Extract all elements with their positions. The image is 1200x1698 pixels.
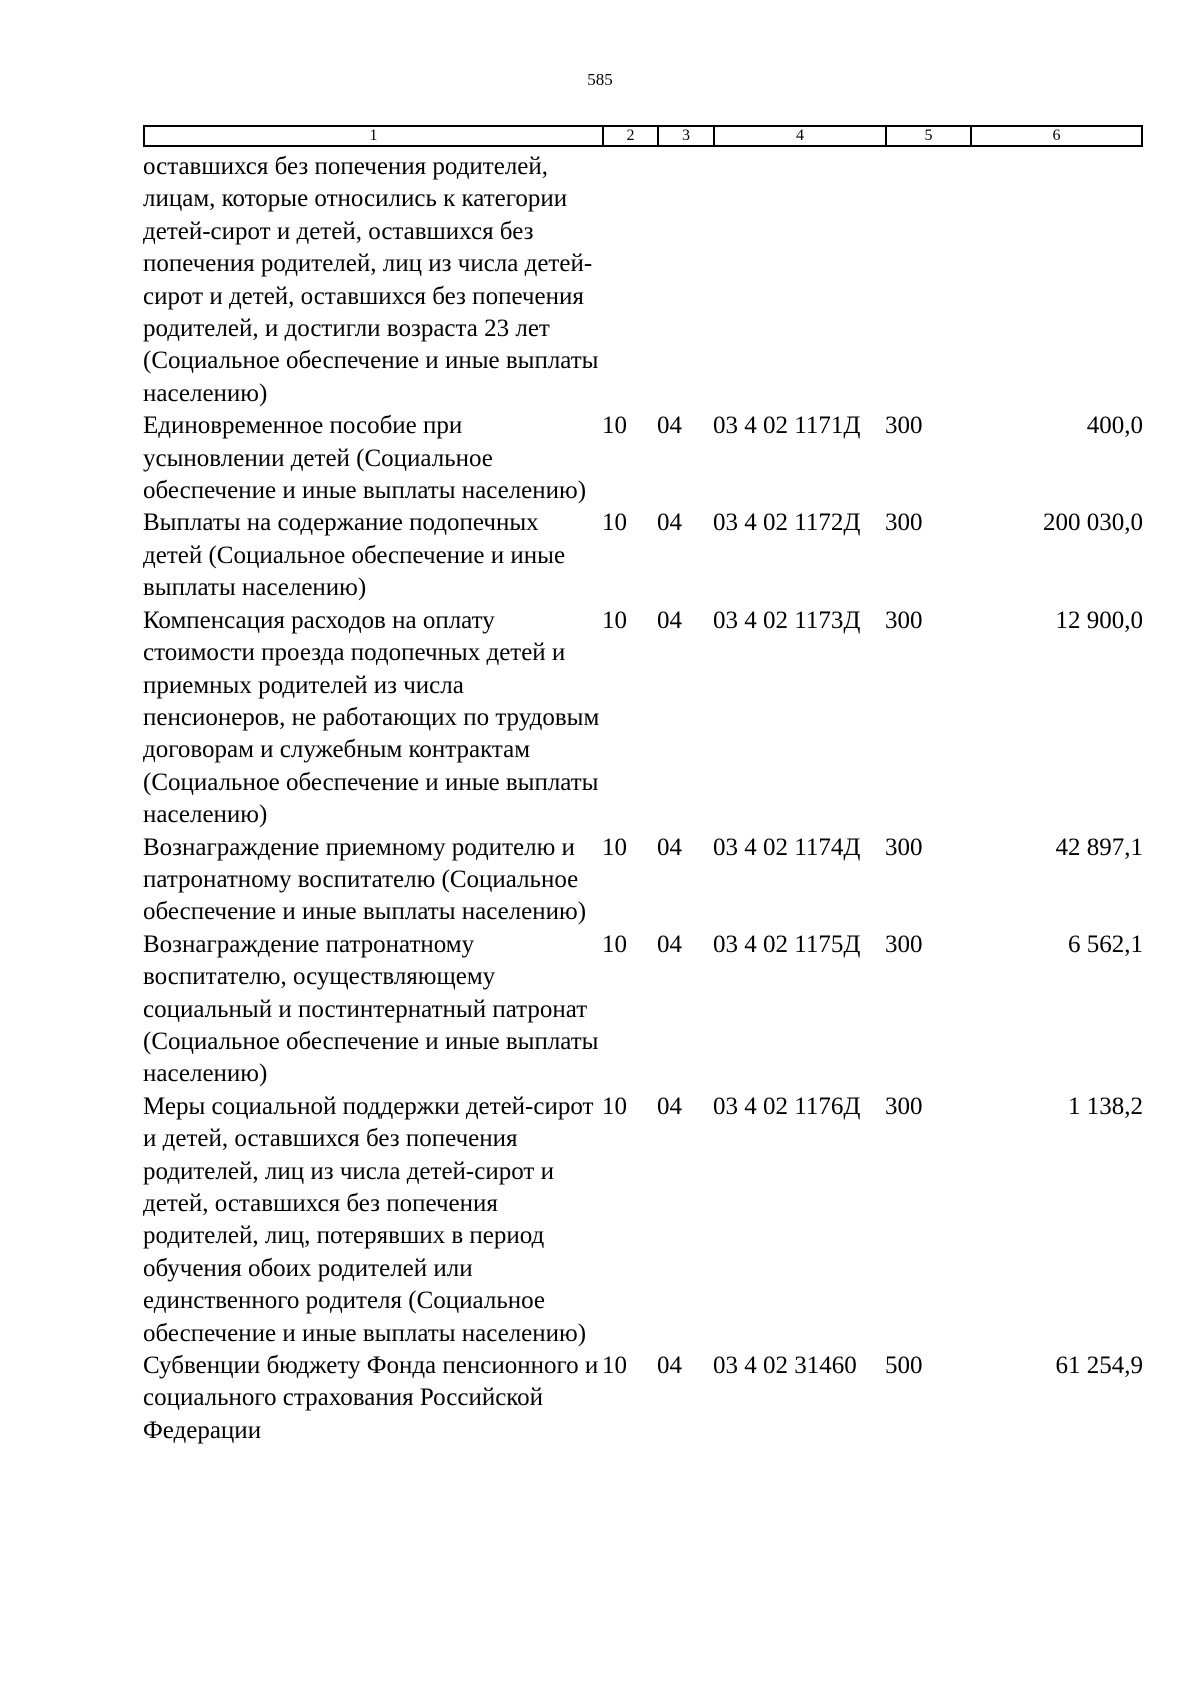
row-expense-type: 500 [885, 1352, 923, 1380]
table-row [143, 507, 1143, 604]
budget-table [143, 151, 1143, 1447]
table-row [143, 1091, 1143, 1350]
table-row [143, 605, 1143, 832]
row-expense-type: 300 [885, 412, 923, 440]
row-podrazdel: 04 [657, 1092, 682, 1120]
column-header-2: 2 [604, 127, 659, 145]
row-razdel: 10 [602, 509, 627, 537]
row-name: Выплаты на содержание подопечных детей (Социальное обеспечение и иные выплаты населению) [143, 509, 566, 602]
row-name: оставшихся без попечения родителей, лицам, которые относились к категории детей-сирот и детей, оставшихся без попечения родителей, лиц из числа детей-сирот и детей, оставшихся без попечения родителей, и достигли возраста 23 лет (Социальное обеспечение и иные выплаты населению) [143, 153, 599, 407]
row-target-article: 03 4 02 1174Д [713, 833, 861, 861]
row-sum: 6 562,1 [1068, 930, 1143, 958]
column-header-6: 6 [1052, 127, 1061, 144]
row-name: Меры социальной поддержки детей-сирот и детей, оставшихся без попечения родителей, лиц из числа детей-сирот и детей, оставшихся без попечения родителей, лиц, потерявших в период обучения обоих родителей или единственного родителя (Социальное обеспечение и иные выплаты населению) [143, 1092, 594, 1347]
row-sum: 61 254,9 [1055, 1352, 1143, 1380]
row-target-article: 03 4 02 1176Д [713, 1092, 861, 1120]
table-row [143, 832, 1143, 929]
row-podrazdel: 04 [657, 1352, 682, 1380]
row-sum: 42 897,1 [1055, 833, 1143, 861]
column-header-3: 3 [659, 127, 715, 145]
row-target-article: 03 4 02 31460 [713, 1352, 857, 1380]
row-podrazdel: 04 [657, 509, 682, 537]
row-expense-type: 300 [885, 1092, 923, 1120]
column-header-5: 5 [887, 127, 972, 145]
row-target-article: 03 4 02 1175Д [713, 930, 861, 958]
row-expense-type: 300 [885, 930, 923, 958]
row-podrazdel: 04 [657, 412, 682, 440]
row-target-article: 03 4 02 1171Д [713, 412, 861, 440]
row-name: Вознаграждение патронатному воспитателю, осуществляющему социальный и постинтернатный патронат (Социальное обеспечение и иные выплаты населению) [143, 930, 599, 1088]
row-razdel: 10 [602, 930, 627, 958]
row-razdel: 10 [602, 1092, 627, 1120]
column-header-4: 4 [715, 127, 887, 145]
row-target-article: 03 4 02 1172Д [713, 509, 861, 537]
row-target-article: 03 4 02 1173Д [713, 606, 861, 634]
row-sum: 1 138,2 [1068, 1092, 1143, 1120]
row-name: Единовременное пособие при усыновлении детей (Социальное обеспечение и иные выплаты населению) [143, 412, 587, 505]
row-podrazdel: 04 [657, 606, 682, 634]
column-header-row [143, 125, 1143, 147]
row-sum: 12 900,0 [1055, 606, 1143, 634]
table-row [143, 151, 1143, 410]
row-expense-type: 300 [885, 833, 923, 861]
row-podrazdel: 04 [657, 930, 682, 958]
table-row [143, 410, 1143, 507]
table-row [143, 1350, 1143, 1447]
row-razdel: 10 [602, 412, 627, 440]
row-expense-type: 300 [885, 509, 923, 537]
row-podrazdel: 04 [657, 833, 682, 861]
row-name: Субвенции бюджету Фонда пенсионного и социального страхования Российской Федерации [143, 1352, 599, 1444]
row-expense-type: 300 [885, 606, 923, 634]
row-name: Вознаграждение приемному родителю и патронатному воспитателю (Социальное обеспечение и иные выплаты населению) [143, 833, 587, 926]
row-sum: 200 030,0 [1043, 509, 1143, 537]
table-row [143, 929, 1143, 1091]
row-razdel: 10 [602, 833, 627, 861]
column-header-1: 1 [145, 127, 604, 145]
row-name: Компенсация расходов на оплату стоимости проезда подопечных детей и приемных родителей из числа пенсионеров, не работающих по трудовым договорам и служебным контрактам (Социальное обеспечение и иные выплаты населению) [143, 606, 600, 829]
page-number: 585 [587, 70, 613, 89]
row-razdel: 10 [602, 606, 627, 634]
row-razdel: 10 [602, 1352, 627, 1380]
row-sum: 400,0 [1086, 412, 1143, 440]
